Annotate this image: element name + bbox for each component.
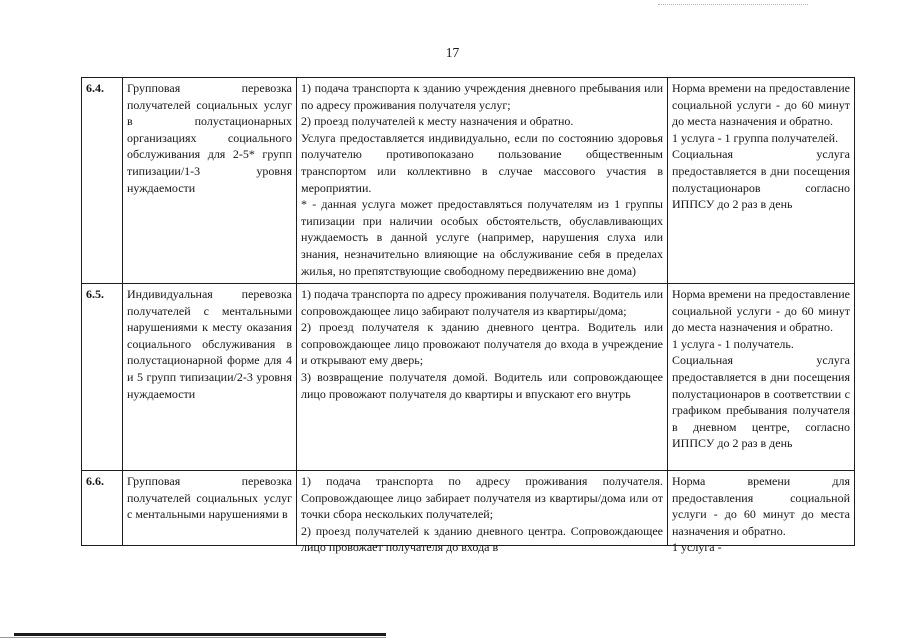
table-row [82, 471, 855, 546]
service-description [297, 78, 668, 284]
norm-item: 1 услуга - 1 группа получателей. [672, 130, 839, 145]
scan-mark [658, 4, 808, 8]
service-description [297, 471, 668, 555]
norm-item: Норма времени для предоставления социальной услуги - до 60 минут до места назначения и обратно. [672, 474, 850, 538]
service-name [123, 471, 297, 546]
footer-rule [14, 633, 386, 636]
row-number: 6.6. [82, 471, 123, 546]
description-item: 1) подача транспорта по адресу проживания получателя. Водитель или сопровождающее лицо забирают получателя из квартиры/дома; [301, 287, 663, 318]
description-item: * - данная услуга может предоставляться получателям из 1 группы типизации при наличии особых обстоятельств, обуславливающих нуждаемость в данной услуге (например, нарушения слуха или знания, незначительно влияющие на обслуживание себя в пределах жилья, но препятствующие свободному передвижению вне дома) [301, 197, 663, 278]
table-row [82, 284, 855, 471]
service-description [297, 284, 668, 471]
description-item: 1) подача транспорта к зданию учреждения дневного пребывания или по адресу проживания получателя услуг; [301, 81, 663, 112]
service-name-text: Групповая перевозка получателей социальных услуг с ментальными нарушениями в [127, 474, 292, 522]
footer-rule-thin [0, 637, 386, 638]
norm-item: Социальная услуга предоставляется в дни посещения полустационаров в соответствии с графиком пребывания получателя в дневном центре, согласно ИППСУ до 2 раз в день [672, 353, 850, 451]
service-norm [668, 284, 855, 471]
description-item: 2) проезд получателей к зданию дневного центра. Сопровождающее лицо провожает получателя до входа в [301, 523, 663, 555]
row-number: 6.5. [82, 284, 123, 471]
norm-item: Норма времени на предоставление социальной услуги - до 60 минут до места назначения и обратно. [672, 81, 850, 129]
row-number: 6.4. [82, 78, 123, 284]
norm-item: Норма времени на предоставление социальной услуги - до 60 минут до места назначения и обратно. [672, 287, 850, 335]
service-norm [668, 78, 855, 284]
service-name: Групповая перевозка получателей социальных услуг в полустационарных организациях социального обслуживания для 2-5* групп типизации/1-3 уровня нуждаемости [123, 78, 297, 284]
norm-item: Социальная услуга предоставляется в дни посещения полустационаров согласно ИППСУ до 2 раз в день [672, 147, 850, 212]
norm-item: 1 услуга - [672, 540, 722, 555]
service-name: Индивидуальная перевозка получателей с ментальными нарушениями к месту оказания социального обслуживания в полустационарной форме для 4 и 5 групп типизации/2-3 уровня нуждаемости [123, 284, 297, 471]
service-norm [668, 471, 855, 555]
description-item: Услуга предоставляется индивидуально, если по состоянию здоровья получателю противопоказано пользование общественным транспортом или коллективно в случае массового участия в мероприятии. [301, 130, 663, 195]
services-table [81, 77, 855, 555]
norm-item: 1 услуга - 1 получатель. [672, 336, 794, 351]
table-row [82, 78, 855, 284]
description-item: 2) проезд получателя к зданию дневного центра. Водитель или сопровождающее лицо провожают получателя до входа в учреждение и открывают ему дверь; [301, 320, 663, 368]
description-item: 3) возвращение получателя домой. Водитель или сопровождающее лицо провожают получателя до квартиры и впускают его внутрь [301, 369, 663, 401]
description-item: 2) проезд получателей к месту назначения и обратно. [301, 114, 574, 129]
description-item: 1) подача транспорта по адресу проживания получателя. Сопровождающее лицо забирает получателя из квартиры/дома или от точки сбора нескольких получателей; [301, 474, 663, 522]
page-number: 17 [445, 45, 460, 60]
